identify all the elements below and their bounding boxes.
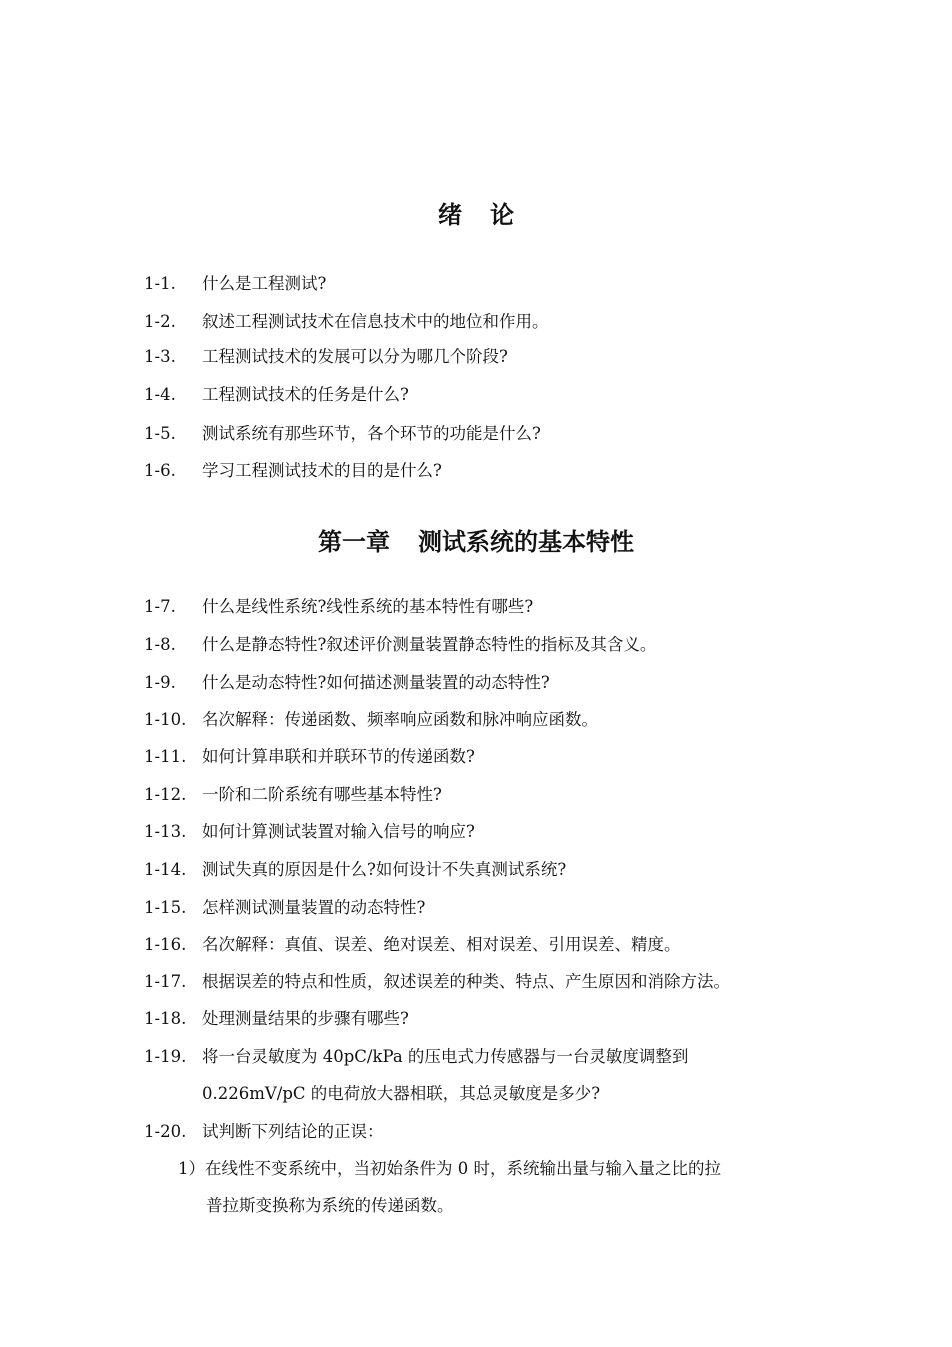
question-text: 处理测量结果的步骤有哪些? xyxy=(202,1009,409,1028)
question-number: 1-2. xyxy=(144,312,176,331)
question-text: 测试失真的原因是什么?如何设计不失真测试系统? xyxy=(202,860,567,879)
question-number: 1-17. xyxy=(144,972,187,991)
chapter-title: 测试系统的基本特性 xyxy=(418,527,634,556)
question-item xyxy=(144,1046,688,1068)
question-text: 什么是动态特性?如何描述测量装置的动态特性? xyxy=(202,673,550,692)
question-item xyxy=(144,596,533,618)
question-text: 工程测试技术的任务是什么? xyxy=(202,385,409,404)
sub-item xyxy=(178,1158,721,1180)
question-item xyxy=(144,423,541,445)
question-text: 名次解释：真值、误差、绝对误差、相对误差、引用误差、精度。 xyxy=(202,935,681,954)
question-item xyxy=(144,634,656,656)
question-number: 1-1. xyxy=(144,274,176,293)
question-item xyxy=(144,821,475,843)
question-item xyxy=(144,709,598,731)
question-item xyxy=(144,897,425,919)
question-number: 1-13. xyxy=(144,822,187,841)
question-text: 如何计算测试装置对输入信号的响应? xyxy=(202,822,475,841)
question-item xyxy=(144,273,326,295)
question-number: 1-7. xyxy=(144,597,176,616)
question-item xyxy=(144,934,681,956)
question-number: 1-9. xyxy=(144,673,176,692)
question-text: 工程测试技术的发展可以分为哪几个阶段? xyxy=(202,347,508,366)
question-number: 1-6. xyxy=(144,461,176,480)
question-number: 1-16. xyxy=(144,935,187,954)
question-item xyxy=(144,346,508,368)
question-text: 测试系统有那些环节，各个环节的功能是什么? xyxy=(202,424,541,443)
question-number: 1-14. xyxy=(144,860,187,879)
question-item xyxy=(144,672,550,694)
question-text: 学习工程测试技术的目的是什么? xyxy=(202,461,442,480)
chapter-number: 第一章 xyxy=(318,527,390,556)
question-item xyxy=(144,746,475,768)
question-number: 1-8. xyxy=(144,635,176,654)
question-item xyxy=(144,971,730,993)
question-number: 1-11. xyxy=(144,747,187,766)
question-number: 1-4. xyxy=(144,385,176,404)
sub-item-label: 1） xyxy=(178,1159,205,1178)
question-text: 怎样测试测量装置的动态特性? xyxy=(202,898,426,917)
sub-item-continuation: 普拉斯变换称为系统的传递函数。 xyxy=(206,1196,454,1215)
question-item xyxy=(144,1008,409,1030)
intro-heading-left: 绪 xyxy=(438,200,462,229)
question-number: 1-20. xyxy=(144,1122,187,1141)
question-number: 1-3. xyxy=(144,347,176,366)
question-text: 什么是静态特性?叙述评价测量装置静态特性的指标及其含义。 xyxy=(202,635,657,654)
chapter-heading xyxy=(0,527,952,557)
question-item xyxy=(144,384,409,406)
question-text: 什么是工程测试? xyxy=(202,274,327,293)
question-number: 1-12. xyxy=(144,785,187,804)
question-item xyxy=(144,311,549,333)
question-text: 叙述工程测试技术在信息技术中的地位和作用。 xyxy=(202,312,549,331)
question-item xyxy=(144,859,566,881)
question-text: 将一台灵敏度为 40pC/kPa 的压电式力传感器与一台灵敏度调整到 xyxy=(202,1047,689,1066)
question-number: 1-19. xyxy=(144,1047,187,1066)
question-item xyxy=(144,1121,384,1143)
question-text: 根据误差的特点和性质，叙述误差的种类、特点、产生原因和消除方法。 xyxy=(202,972,730,991)
question-text: 如何计算串联和并联环节的传递函数? xyxy=(202,747,475,766)
question-text: 一阶和二阶系统有哪些基本特性? xyxy=(202,785,442,804)
intro-heading xyxy=(0,200,952,230)
sub-item-text: 在线性不变系统中，当初始条件为 0 时，系统输出量与输入量之比的拉 xyxy=(205,1159,721,1178)
question-number: 1-5. xyxy=(144,424,176,443)
question-number: 1-10. xyxy=(144,710,187,729)
question-text: 试判断下列结论的正误： xyxy=(202,1122,384,1141)
question-item xyxy=(144,784,442,806)
question-text: 名次解释：传递函数、频率响应函数和脉冲响应函数。 xyxy=(202,710,598,729)
question-number: 1-18. xyxy=(144,1009,187,1028)
question-item xyxy=(144,460,442,482)
intro-heading-right: 论 xyxy=(490,200,514,229)
question-text: 什么是线性系统?线性系统的基本特性有哪些? xyxy=(202,597,534,616)
question-continuation: 0.226mV/pC 的电荷放大器相联，其总灵敏度是多少? xyxy=(202,1084,601,1103)
question-number: 1-15. xyxy=(144,898,187,917)
